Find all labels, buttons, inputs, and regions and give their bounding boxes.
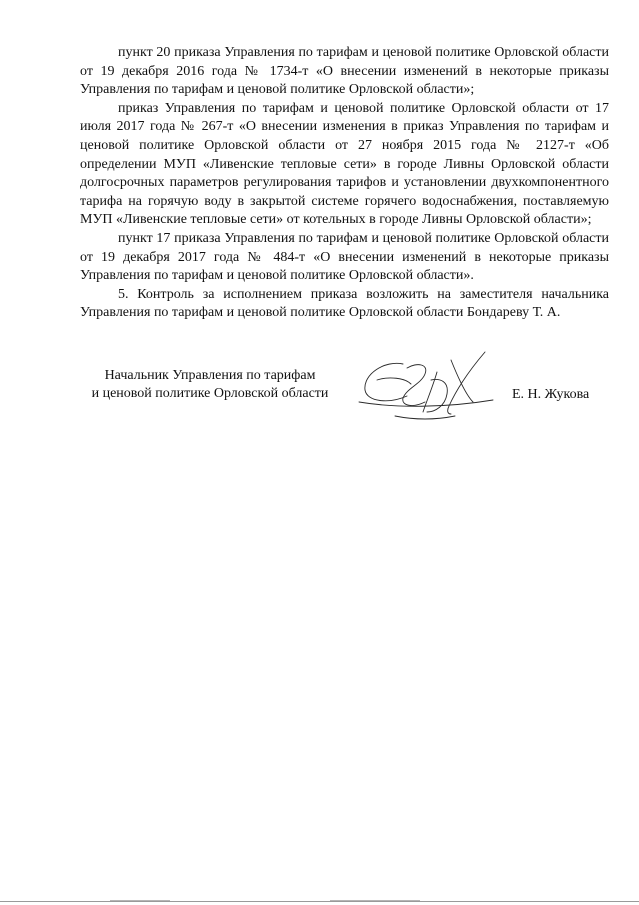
signatory-title-line-1: Начальник Управления по тарифам bbox=[104, 368, 316, 383]
paragraph-item-20-1734: пункт 20 приказа Управления по тарифам и ценовой политике Орловской области от 19 декабря 2016 года № 1734-т «О внесении изменений в некоторые приказы Управления по тарифам и ценовой политике Орловской области»; bbox=[80, 45, 609, 98]
handwritten-signature bbox=[355, 350, 495, 430]
signatory-title bbox=[80, 367, 340, 403]
signatory-name: Е. Н. Жукова bbox=[512, 387, 590, 402]
scan-edge-artifact bbox=[0, 900, 639, 903]
signature-block bbox=[0, 350, 639, 430]
paragraph-item-17-484: пункт 17 приказа Управления по тарифам и ценовой политике Орловской области от 19 декабря 2017 года № 484-т «О внесении изменений в некоторые приказы Управления по тарифам и ценовой политике Орловской области». bbox=[80, 230, 609, 284]
paragraph-order-267: приказ Управления по тарифам и ценовой политике Орловской области от 17 июля 2017 года № 267-т «О внесении изменения в приказ Управления по тарифам и ценовой политике Орловской области от 27 ноября 2015 года № 2127-т «Об определении МУП «Ливенские тепловые сети» в городе Ливны Орловской области долгосрочных параметров регулирования тарифов и установлении двухкомпонентного тарифа на горячую воду в закрытой системе горячего водоснабжения, поставляемую МУП «Ливенские тепловые сети» от котельных в городе Ливны Орловской области»; bbox=[80, 100, 609, 228]
document-body bbox=[80, 44, 609, 323]
signatory-title-line-2: и ценовой политике Орловской области bbox=[91, 386, 329, 401]
paragraph-control-clause: 5. Контроль за исполнением приказа возложить на заместителя начальника Управления по тарифам и ценовой политике Орловской области Бондареву Т. А. bbox=[80, 286, 609, 321]
